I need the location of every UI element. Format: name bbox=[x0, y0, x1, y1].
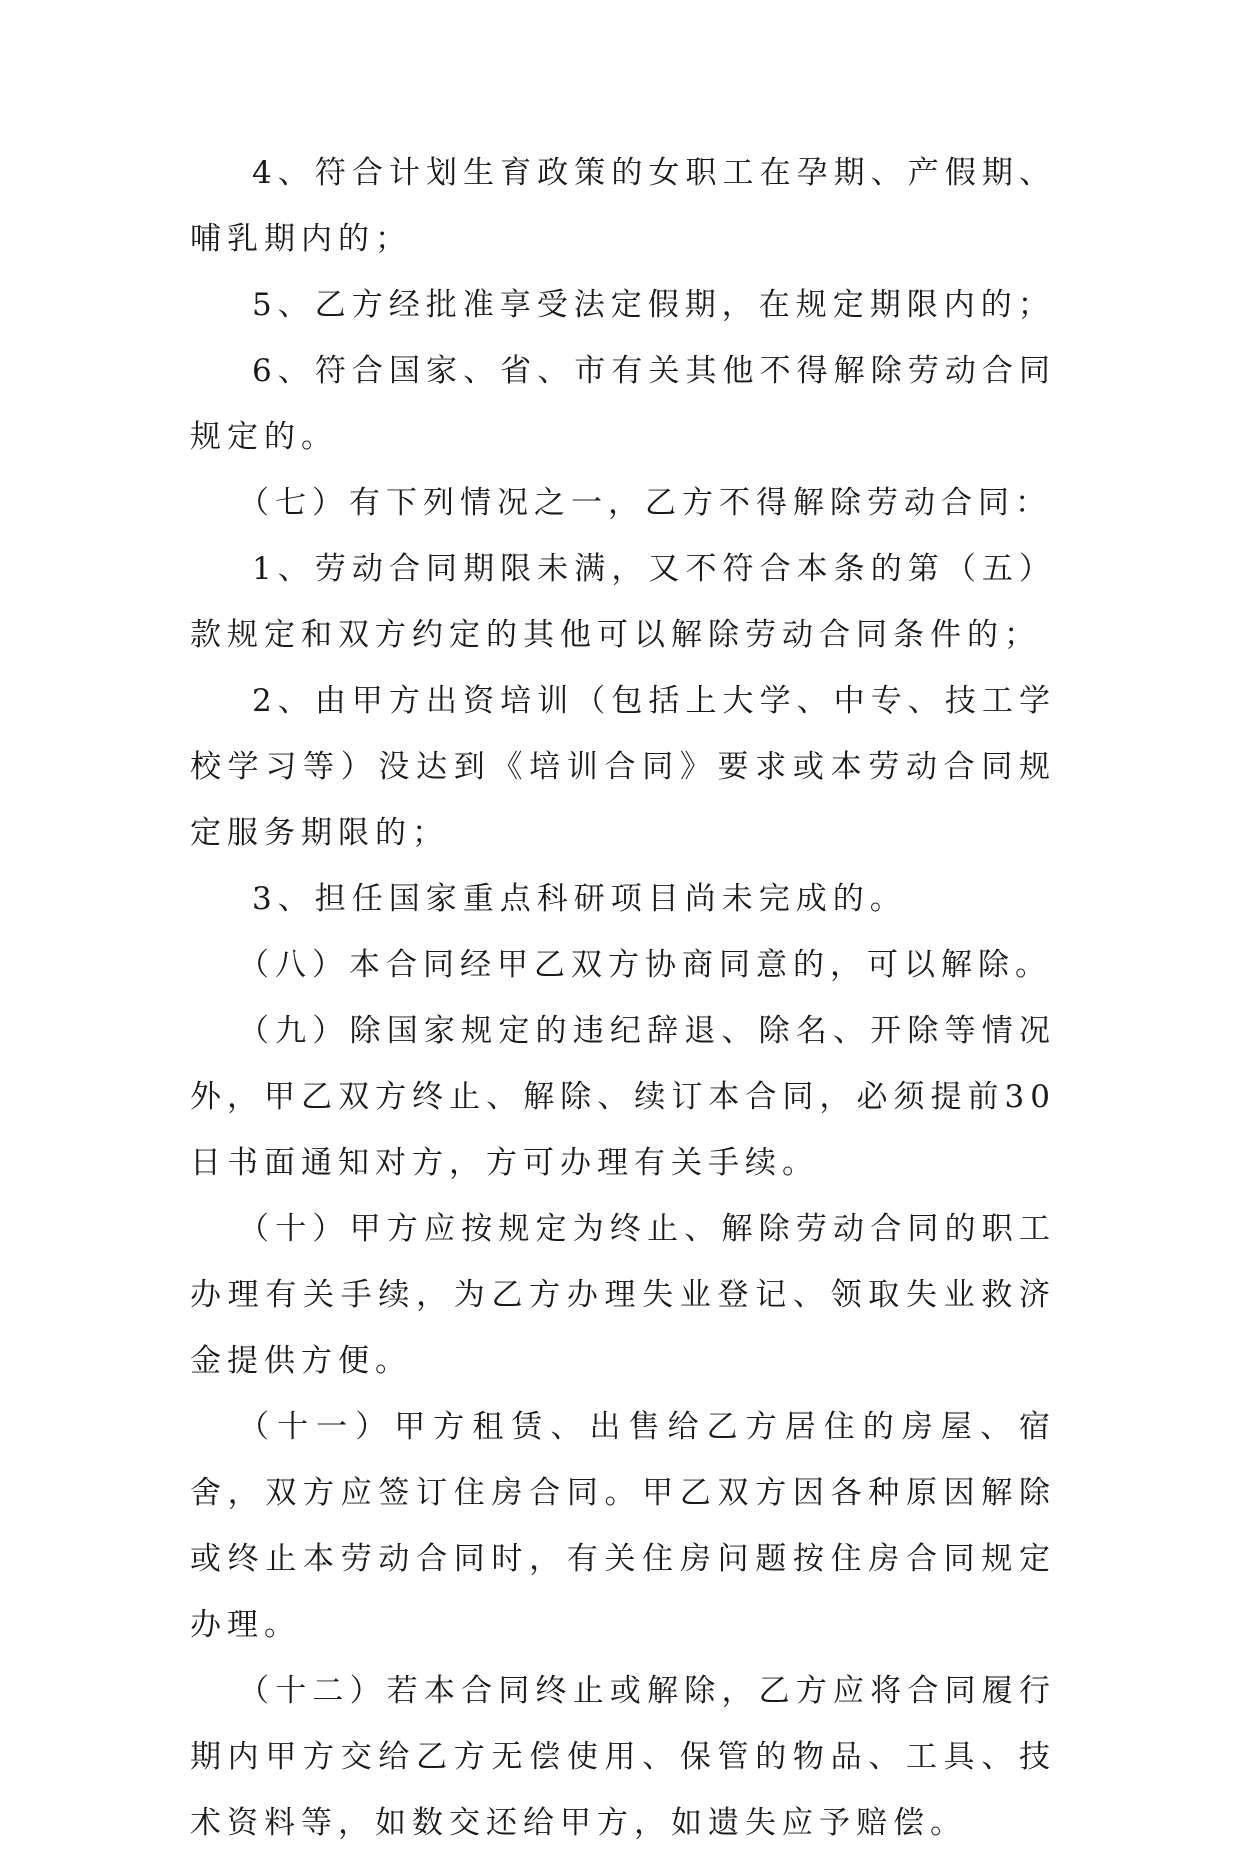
paragraph-clause-7-item-2: 2、由甲方出资培训（包括上大学、中专、技工学校学习等）没达到《培训合同》要求或本劳动合同规定服务期限的； bbox=[190, 683, 1056, 851]
paragraph-clause-7-item-1: 1、劳动合同期限未满，又不符合本条的第（五）款规定和双方约定的其他可以解除劳动合同条件的； bbox=[190, 551, 1056, 653]
paragraph-item-6: 6、符合国家、省、市有关其他不得解除劳动合同规定的。 bbox=[190, 353, 1056, 455]
paragraph-clause-7: （七）有下列情况之一，乙方不得解除劳动合同： bbox=[238, 485, 1053, 521]
paragraph-clause-9: （九）除国家规定的违纪辞退、除名、开除等情况外，甲乙双方终止、解除、续订本合同，必须提前30日书面通知对方，方可办理有关手续。 bbox=[190, 1013, 1056, 1181]
paragraph-item-4: 4、符合计划生育政策的女职工在孕期、产假期、哺乳期内的； bbox=[190, 155, 1056, 257]
paragraph-clause-12: （十二）若本合同终止或解除，乙方应将合同履行期内甲方交给乙方无偿使用、保管的物品、工具、技术资料等，如数交还给甲方，如遗失应予赔偿。 bbox=[190, 1673, 1056, 1841]
paragraph-clause-7-item-3: 3、担任国家重点科研项目尚未完成的。 bbox=[252, 881, 907, 917]
paragraph-clause-8: （八）本合同经甲乙双方协商同意的，可以解除。 bbox=[238, 947, 1053, 983]
paragraph-clause-11: （十一）甲方租赁、出售给乙方居住的房屋、宿舍，双方应签订住房合同。甲乙双方因各种原因解除或终止本劳动合同时，有关住房问题按住房合同规定办理。 bbox=[190, 1409, 1056, 1643]
paragraph-clause-10: （十）甲方应按规定为终止、解除劳动合同的职工办理有关手续，为乙方办理失业登记、领取失业救济金提供方便。 bbox=[190, 1211, 1056, 1379]
document-body bbox=[190, 140, 1056, 1856]
paragraph-item-5: 5、乙方经批准享受法定假期，在规定期限内的； bbox=[252, 287, 1055, 323]
